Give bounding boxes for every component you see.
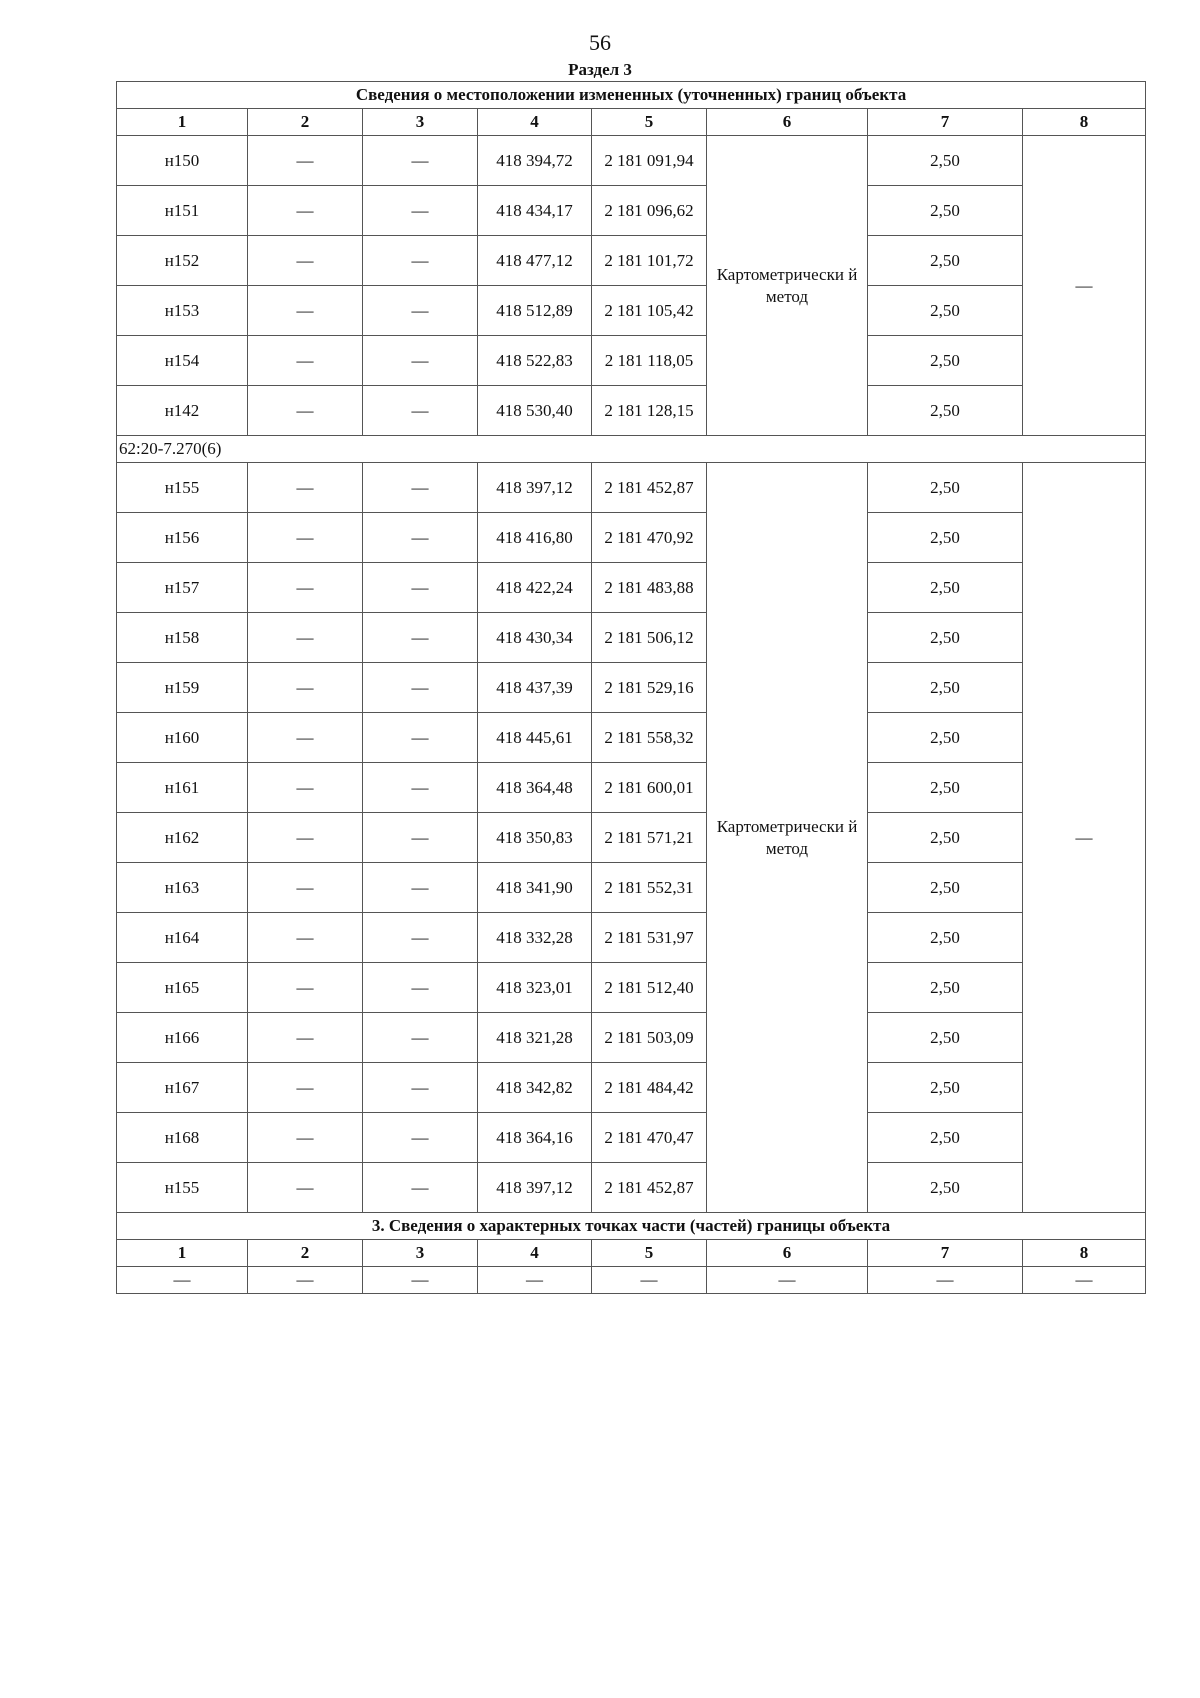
col3-cell: — — [363, 1113, 478, 1163]
accuracy-cell: 2,50 — [868, 863, 1023, 913]
accuracy-cell: 2,50 — [868, 1013, 1023, 1063]
accuracy-cell: 2,50 — [868, 1163, 1023, 1213]
point-name-cell: н155 — [117, 1163, 248, 1213]
section3-title: 3. Сведения о характерных точках части (частей) границы объекта — [117, 1213, 1146, 1240]
point-name-cell: н164 — [117, 913, 248, 963]
accuracy-cell: 2,50 — [868, 1113, 1023, 1163]
y-coordinate-cell: 2 181 506,12 — [592, 613, 707, 663]
point-name-cell: н168 — [117, 1113, 248, 1163]
subheading-row — [117, 436, 1146, 463]
col3-cell: — — [363, 1063, 478, 1113]
col3-cell: — — [363, 1163, 478, 1213]
section3-column-number-1: 1 — [117, 1240, 248, 1267]
section3-dash-cell: — — [868, 1267, 1023, 1294]
y-coordinate-cell: 2 181 512,40 — [592, 963, 707, 1013]
col2-cell: — — [248, 136, 363, 186]
column-number-2: 2 — [248, 109, 363, 136]
table-row — [117, 136, 1146, 186]
point-name-cell: н151 — [117, 186, 248, 236]
point-name-cell: н162 — [117, 813, 248, 863]
table-row — [117, 813, 1146, 863]
x-coordinate-cell: 418 394,72 — [478, 136, 592, 186]
table-row — [117, 236, 1146, 286]
x-coordinate-cell: 418 364,48 — [478, 763, 592, 813]
col8-cell: — — [1023, 463, 1146, 1213]
col3-cell: — — [363, 513, 478, 563]
section3-column-number-5: 5 — [592, 1240, 707, 1267]
col3-cell: — — [363, 286, 478, 336]
col3-cell: — — [363, 763, 478, 813]
x-coordinate-cell: 418 430,34 — [478, 613, 592, 663]
col2-cell: — — [248, 1063, 363, 1113]
col3-cell: — — [363, 136, 478, 186]
y-coordinate-cell: 2 181 600,01 — [592, 763, 707, 813]
x-coordinate-cell: 418 332,28 — [478, 913, 592, 963]
table-row — [117, 963, 1146, 1013]
table-row — [117, 186, 1146, 236]
x-coordinate-cell: 418 522,83 — [478, 336, 592, 386]
y-coordinate-cell: 2 181 470,92 — [592, 513, 707, 563]
accuracy-cell: 2,50 — [868, 236, 1023, 286]
section3-column-number-4: 4 — [478, 1240, 592, 1267]
col2-cell: — — [248, 713, 363, 763]
y-coordinate-cell: 2 181 483,88 — [592, 563, 707, 613]
section3-dash-cell: — — [592, 1267, 707, 1294]
table-row — [117, 513, 1146, 563]
point-name-cell: н154 — [117, 336, 248, 386]
y-coordinate-cell: 2 181 118,05 — [592, 336, 707, 386]
table-row — [117, 563, 1146, 613]
col3-cell: — — [363, 713, 478, 763]
column-number-5: 5 — [592, 109, 707, 136]
point-name-cell: н165 — [117, 963, 248, 1013]
x-coordinate-cell: 418 512,89 — [478, 286, 592, 336]
y-coordinate-cell: 2 181 452,87 — [592, 1163, 707, 1213]
point-name-cell: н158 — [117, 613, 248, 663]
accuracy-cell: 2,50 — [868, 763, 1023, 813]
x-coordinate-cell: 418 422,24 — [478, 563, 592, 613]
point-name-cell: н157 — [117, 563, 248, 613]
col3-cell: — — [363, 813, 478, 863]
y-coordinate-cell: 2 181 558,32 — [592, 713, 707, 763]
section3-column-number-8: 8 — [1023, 1240, 1146, 1267]
point-name-cell: н160 — [117, 713, 248, 763]
col2-cell: — — [248, 1113, 363, 1163]
accuracy-cell: 2,50 — [868, 913, 1023, 963]
method-cell: Картометрически й метод — [707, 463, 868, 1213]
point-name-cell: н163 — [117, 863, 248, 913]
point-name-cell: н152 — [117, 236, 248, 286]
table-row — [117, 613, 1146, 663]
accuracy-cell: 2,50 — [868, 563, 1023, 613]
table-row — [117, 336, 1146, 386]
section3-dash-cell: — — [707, 1267, 868, 1294]
y-coordinate-cell: 2 181 091,94 — [592, 136, 707, 186]
section3-column-number-7: 7 — [868, 1240, 1023, 1267]
col3-cell: — — [363, 963, 478, 1013]
col3-cell: — — [363, 863, 478, 913]
accuracy-cell: 2,50 — [868, 463, 1023, 513]
x-coordinate-cell: 418 323,01 — [478, 963, 592, 1013]
x-coordinate-cell: 418 445,61 — [478, 713, 592, 763]
table-row — [117, 386, 1146, 436]
parcel-number-subheading: 62:20-7.270(6) — [117, 436, 1146, 463]
y-coordinate-cell: 2 181 470,47 — [592, 1113, 707, 1163]
y-coordinate-cell: 2 181 531,97 — [592, 913, 707, 963]
col3-cell: — — [363, 463, 478, 513]
col2-cell: — — [248, 663, 363, 713]
col2-cell: — — [248, 186, 363, 236]
y-coordinate-cell: 2 181 128,15 — [592, 386, 707, 436]
col2-cell: — — [248, 813, 363, 863]
page-number: 56 — [589, 30, 611, 55]
accuracy-cell: 2,50 — [868, 186, 1023, 236]
col2-cell: — — [248, 286, 363, 336]
column-number-7: 7 — [868, 109, 1023, 136]
y-coordinate-cell: 2 181 452,87 — [592, 463, 707, 513]
section3-dash-cell: — — [478, 1267, 592, 1294]
col8-cell: — — [1023, 136, 1146, 436]
col2-cell: — — [248, 613, 363, 663]
y-coordinate-cell: 2 181 571,21 — [592, 813, 707, 863]
x-coordinate-cell: 418 321,28 — [478, 1013, 592, 1063]
x-coordinate-cell: 418 341,90 — [478, 863, 592, 913]
col2-cell: — — [248, 336, 363, 386]
boundary-table — [116, 81, 1146, 1294]
col3-cell: — — [363, 336, 478, 386]
accuracy-cell: 2,50 — [868, 136, 1023, 186]
accuracy-cell: 2,50 — [868, 663, 1023, 713]
accuracy-cell: 2,50 — [868, 336, 1023, 386]
point-name-cell: н142 — [117, 386, 248, 436]
col3-cell: — — [363, 613, 478, 663]
table-row — [117, 763, 1146, 813]
y-coordinate-cell: 2 181 101,72 — [592, 236, 707, 286]
section3-title-row — [117, 1213, 1146, 1240]
accuracy-cell: 2,50 — [868, 286, 1023, 336]
section3-dash-cell: — — [117, 1267, 248, 1294]
x-coordinate-cell: 418 416,80 — [478, 513, 592, 563]
x-coordinate-cell: 418 397,12 — [478, 463, 592, 513]
x-coordinate-cell: 418 530,40 — [478, 386, 592, 436]
point-name-cell: н167 — [117, 1063, 248, 1113]
col3-cell: — — [363, 663, 478, 713]
section-title: Раздел 3 — [568, 60, 632, 79]
table-row — [117, 913, 1146, 963]
point-name-cell: н153 — [117, 286, 248, 336]
x-coordinate-cell: 418 364,16 — [478, 1113, 592, 1163]
accuracy-cell: 2,50 — [868, 963, 1023, 1013]
y-coordinate-cell: 2 181 503,09 — [592, 1013, 707, 1063]
col3-cell: — — [363, 1013, 478, 1063]
x-coordinate-cell: 418 397,12 — [478, 1163, 592, 1213]
col2-cell: — — [248, 1163, 363, 1213]
column-number-6: 6 — [707, 109, 868, 136]
table-row — [117, 713, 1146, 763]
y-coordinate-cell: 2 181 096,62 — [592, 186, 707, 236]
col2-cell: — — [248, 763, 363, 813]
point-name-cell: н161 — [117, 763, 248, 813]
section3-dash-cell: — — [248, 1267, 363, 1294]
section3-column-number-3: 3 — [363, 1240, 478, 1267]
col3-cell: — — [363, 386, 478, 436]
col2-cell: — — [248, 563, 363, 613]
table-row — [117, 1063, 1146, 1113]
x-coordinate-cell: 418 434,17 — [478, 186, 592, 236]
col3-cell: — — [363, 913, 478, 963]
section3-column-number-2: 2 — [248, 1240, 363, 1267]
section3-column-number-6: 6 — [707, 1240, 868, 1267]
y-coordinate-cell: 2 181 552,31 — [592, 863, 707, 913]
table-row — [117, 1013, 1146, 1063]
table-row — [117, 1113, 1146, 1163]
accuracy-cell: 2,50 — [868, 813, 1023, 863]
col2-cell: — — [248, 386, 363, 436]
x-coordinate-cell: 418 437,39 — [478, 663, 592, 713]
point-name-cell: н159 — [117, 663, 248, 713]
section3-dash-cell: — — [1023, 1267, 1146, 1294]
col2-cell: — — [248, 513, 363, 563]
column-number-8: 8 — [1023, 109, 1146, 136]
col2-cell: — — [248, 863, 363, 913]
table-row — [117, 286, 1146, 336]
point-name-cell: н155 — [117, 463, 248, 513]
table-row — [117, 663, 1146, 713]
table-row — [117, 863, 1146, 913]
y-coordinate-cell: 2 181 105,42 — [592, 286, 707, 336]
col2-cell: — — [248, 913, 363, 963]
section3-dash-cell: — — [363, 1267, 478, 1294]
col2-cell: — — [248, 463, 363, 513]
col2-cell: — — [248, 1013, 363, 1063]
col3-cell: — — [363, 186, 478, 236]
table-title: Сведения о местоположении измененных (уточненных) границ объекта — [117, 82, 1146, 109]
method-cell: Картометрически й метод — [707, 136, 868, 436]
column-number-4: 4 — [478, 109, 592, 136]
table-row — [117, 1163, 1146, 1213]
x-coordinate-cell: 418 350,83 — [478, 813, 592, 863]
accuracy-cell: 2,50 — [868, 1063, 1023, 1113]
section3-empty-row — [117, 1267, 1146, 1294]
point-name-cell: н150 — [117, 136, 248, 186]
section3-column-number-row — [117, 1240, 1146, 1267]
x-coordinate-cell: 418 342,82 — [478, 1063, 592, 1113]
col2-cell: — — [248, 963, 363, 1013]
column-number-3: 3 — [363, 109, 478, 136]
accuracy-cell: 2,50 — [868, 386, 1023, 436]
column-number-row — [117, 109, 1146, 136]
y-coordinate-cell: 2 181 529,16 — [592, 663, 707, 713]
point-name-cell: н166 — [117, 1013, 248, 1063]
col2-cell: — — [248, 236, 363, 286]
accuracy-cell: 2,50 — [868, 513, 1023, 563]
y-coordinate-cell: 2 181 484,42 — [592, 1063, 707, 1113]
col3-cell: — — [363, 236, 478, 286]
col3-cell: — — [363, 563, 478, 613]
x-coordinate-cell: 418 477,12 — [478, 236, 592, 286]
column-number-1: 1 — [117, 109, 248, 136]
accuracy-cell: 2,50 — [868, 713, 1023, 763]
accuracy-cell: 2,50 — [868, 613, 1023, 663]
table-row — [117, 463, 1146, 513]
point-name-cell: н156 — [117, 513, 248, 563]
